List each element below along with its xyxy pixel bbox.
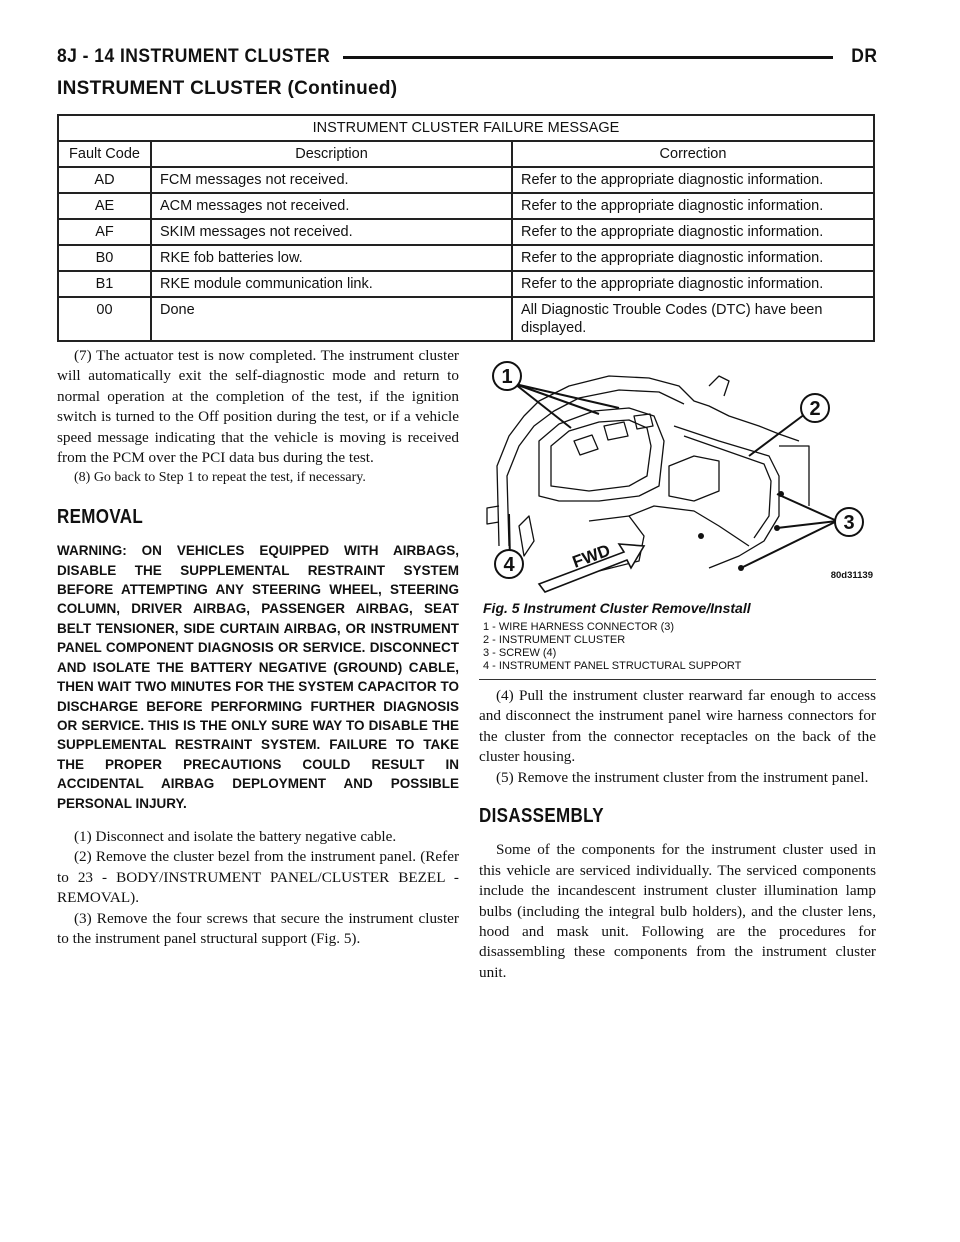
figure-caption: Fig. 5 Instrument Cluster Remove/Install xyxy=(483,600,751,616)
correction-cell: Refer to the appropriate diagnostic information. xyxy=(512,271,874,297)
callout-3: 3 xyxy=(843,512,855,534)
legend-rule xyxy=(479,679,876,680)
disassembly-heading: DISASSEMBLY xyxy=(479,805,604,828)
table-header-row xyxy=(58,141,874,167)
description-cell: ACM messages not received. xyxy=(151,193,512,219)
description-cell: SKIM messages not received. xyxy=(151,219,512,245)
fault-code-cell: B0 xyxy=(58,245,151,271)
model-code: DR xyxy=(850,46,877,67)
header-fault-code: Fault Code xyxy=(58,141,151,167)
table-row xyxy=(58,245,874,271)
fault-code-cell: AF xyxy=(58,219,151,245)
step-1-paragraph: (1) Disconnect and isolate the battery negative cable. xyxy=(74,827,397,845)
fwd-label: FWD xyxy=(569,540,613,572)
description-cell: FCM messages not received. xyxy=(151,167,512,193)
step-5-paragraph: (5) Remove the instrument cluster from the instrument panel. xyxy=(496,768,869,786)
correction-cell: Refer to the appropriate diagnostic information. xyxy=(512,245,874,271)
header-rule xyxy=(343,56,833,59)
instrument-cluster-illustration xyxy=(479,346,876,602)
description-cell: Done xyxy=(151,297,512,341)
callout-1: 1 xyxy=(501,366,513,388)
correction-cell: Refer to the appropriate diagnostic information. xyxy=(512,167,874,193)
left-text-column xyxy=(57,346,459,949)
header-correction: Correction xyxy=(512,141,874,167)
airbag-warning: WARNING: ON VEHICLES EQUIPPED WITH AIRBAGS, DISABLE THE SUPPLEMENTAL RESTRAINT SYSTEM BEFORE ATTEMPTING ANY STEERING WHEEL, STEERING COLUMN, DRIVER AIRBAG, PASSENGER AIRBAG, SEAT BELT TENSIONER, SIDE CURTAIN AIRBAG, OR INSTRUMENT PANEL COMPONENT DIAGNOSIS OR SERVICE. DISCONNECT AND ISOLATE THE BATTERY NEGATIVE (GROUND) CABLE, THEN WAIT TWO MINUTES FOR THE SYSTEM CAPACITOR TO DISCHARGE BEFORE PERFORMING FURTHER DIAGNOSIS OR SERVICE. THIS IS THE ONLY SURE WAY TO DISABLE THE SUPPLEMENTAL RESTRAINT SYSTEM. FAILURE TO TAKE THE PROPER PRECAUTIONS COULD RESULT IN ACCIDENTAL AIRBAG DEPLOYMENT AND POSSIBLE PERSONAL INJURY. xyxy=(57,543,459,811)
step-7-paragraph: (7) The actuator test is now completed. The instrument cluster will automatically exit the self-diagnostic mode and return to normal operation at the completion of the test, if the ignition switch is turned to the Off position during the test, or if a vehicle speed message indicating that the vehicle is moving is received from the PCM over the PCI data bus during the test. xyxy=(57,347,459,467)
correction-cell: Refer to the appropriate diagnostic information. xyxy=(512,219,874,245)
right-text-column xyxy=(479,686,876,983)
table-row xyxy=(58,271,874,297)
failure-message-table xyxy=(57,114,875,342)
removal-heading: REMOVAL xyxy=(57,505,144,528)
fault-code-cell: AE xyxy=(58,193,151,219)
table-row xyxy=(58,297,874,341)
table-row xyxy=(58,219,874,245)
correction-cell: All Diagnostic Trouble Codes (DTC) have been displayed. xyxy=(512,297,874,341)
page-header xyxy=(57,44,877,72)
callout-4: 4 xyxy=(503,554,515,576)
fwd-arrow xyxy=(539,541,644,592)
figure-legend xyxy=(483,621,741,673)
legend-item: 2 - INSTRUMENT CLUSTER xyxy=(483,634,626,646)
callout-2: 2 xyxy=(809,398,821,420)
table-row xyxy=(58,193,874,219)
description-cell: RKE fob batteries low. xyxy=(151,245,512,271)
page-number-title: 8J - 14 INSTRUMENT CLUSTER xyxy=(57,46,331,67)
section-continued-title: INSTRUMENT CLUSTER (Continued) xyxy=(57,78,398,99)
header-description: Description xyxy=(151,141,512,167)
description-cell: RKE module communication link. xyxy=(151,271,512,297)
step-2-paragraph: (2) Remove the cluster bezel from the instrument panel. (Refer to 23 - BODY/INSTRUMENT PANEL/CLUSTER BEZEL - REMOVAL). xyxy=(57,848,459,907)
table-caption: INSTRUMENT CLUSTER FAILURE MESSAGE xyxy=(58,115,874,141)
correction-cell: Refer to the appropriate diagnostic information. xyxy=(512,193,874,219)
legend-item: 4 - INSTRUMENT PANEL STRUCTURAL SUPPORT xyxy=(483,660,742,672)
fault-code-cell: 00 xyxy=(58,297,151,341)
step-8-paragraph: (8) Go back to Step 1 to repeat the test, if necessary. xyxy=(74,470,366,486)
legend-item: 3 - SCREW (4) xyxy=(483,647,557,659)
table-row xyxy=(58,167,874,193)
disassembly-paragraph: Some of the components for the instrument cluster used in this vehicle are serviced individually. The serviced components include the incandescent instrument cluster illumination lamp bulbs (including the integral bulb holders), and the cluster lens, hood and mask unit. Following are the procedures for disassembling these components from the instrument cluster unit. xyxy=(479,841,876,981)
step-4-paragraph: (4) Pull the instrument cluster rearward far enough to access and disconnect the instrument panel wire harness connectors for the cluster from the connector receptacles on the back of the cluster housing. xyxy=(479,687,876,766)
step-3-paragraph: (3) Remove the four screws that secure the instrument cluster to the instrument panel structural support (Fig. 5). xyxy=(57,909,459,947)
fault-code-cell: B1 xyxy=(58,271,151,297)
legend-item: 1 - WIRE HARNESS CONNECTOR (3) xyxy=(483,621,675,633)
figure-id: 80d31139 xyxy=(830,570,873,581)
fault-code-cell: AD xyxy=(58,167,151,193)
